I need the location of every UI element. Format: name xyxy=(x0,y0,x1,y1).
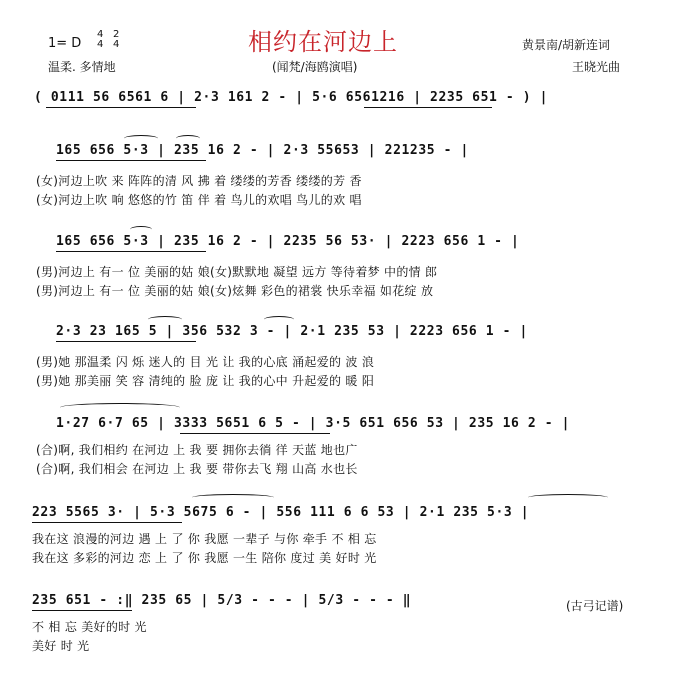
time-signature-1: 4 4 xyxy=(97,29,104,50)
lyric-line-1a: (女)河边上吹 来 阵阵的清 风 拂 着 缕缕的芳香 缕缕的芳 香 xyxy=(36,174,362,188)
lyric-line-5a: 我在这 浪漫的河边 遇 上 了 你 我愿 一辈子 与你 牵手 不 相 忘 xyxy=(32,532,377,546)
notation-row-3: 2·3 23 165 5 | 356 532 3 - | 2·1 235 53 | 2223 656 1 - | xyxy=(56,324,528,339)
beam xyxy=(32,522,182,523)
slur xyxy=(130,226,152,233)
lyric-line-3b: (男)她 那美丽 笑 容 清纯的 脸 庞 让 我的心中 升起爱的 暖 阳 xyxy=(36,374,375,388)
beam xyxy=(180,433,330,434)
slur xyxy=(528,494,608,501)
slur xyxy=(124,135,158,142)
singers: (闻梵/海鸥演唱) xyxy=(272,60,358,74)
lyricist: 黄景南/胡新连词 xyxy=(522,38,611,52)
transcriber-note: (古弓记谱) xyxy=(566,599,624,613)
slur xyxy=(148,316,182,323)
time-signature-2: 2 4 xyxy=(113,29,120,50)
slur xyxy=(60,403,180,412)
lyric-line-6b: 美好 时 光 xyxy=(32,639,90,653)
notation-row-6: 235 651 - :‖ 235 65 | 5/3 - - - | 5/3 - - - ‖ xyxy=(32,593,412,608)
lyric-line-4b: (合)啊, 我们相会 在河边 上 我 要 带你去飞 翔 山高 水也长 xyxy=(36,462,358,476)
lyric-line-6a: 不 相 忘 美好的时 光 xyxy=(32,620,147,634)
notation-row-2: 165 656 5·3 | 235 16 2 - | 2235 56 53· | 2223 656 1 - | xyxy=(56,234,520,249)
key-signature: 1= D xyxy=(48,36,82,51)
beam xyxy=(56,160,206,161)
beam xyxy=(46,107,196,108)
slur xyxy=(264,316,294,323)
beam xyxy=(56,341,196,342)
beam xyxy=(364,107,492,108)
slur xyxy=(176,135,200,142)
notation-row-5: 223 5565 3· | 5·3 5675 6 - | 556 111 6 6 53 | 2·1 235 5·3 | xyxy=(32,505,530,520)
lyric-line-2b: (男)河边上 有一 位 美丽的姑 娘(女)炫舞 彩色的裙裳 快乐幸福 如花绽 放 xyxy=(36,284,434,298)
lyric-line-3a: (男)她 那温柔 闪 烁 迷人的 目 光 让 我的心底 涌起爱的 波 浪 xyxy=(36,355,375,369)
lyric-line-1b: (女)河边上吹 响 悠悠的竹 笛 伴 着 鸟儿的欢唱 鸟儿的欢 唱 xyxy=(36,193,362,207)
slur xyxy=(192,494,274,501)
notation-row-4: 1·27 6·7 65 | 3333 5651 6 5 - | 3·5 651 656 53 | 235 16 2 - | xyxy=(56,416,571,431)
notation-row-intro: ( 0111 56 6561 6 | 2·3 161 2 - | 5·6 6561216 | 2235 651 - ) | xyxy=(34,90,549,105)
beam xyxy=(32,610,132,611)
lyric-line-4a: (合)啊, 我们相约 在河边 上 我 要 拥你去徜 徉 天蓝 地也广 xyxy=(36,443,358,457)
lyric-line-5b: 我在这 多彩的河边 恋 上 了 你 我愿 一生 陪你 度过 美 好时 光 xyxy=(32,551,377,565)
composer: 王晓光曲 xyxy=(572,60,621,74)
beam xyxy=(56,251,206,252)
tempo-mood: 温柔. 多情地 xyxy=(48,60,116,74)
lyric-line-2a: (男)河边上 有一 位 美丽的姑 娘(女)默默地 凝望 远方 等待着梦 中的情 郎 xyxy=(36,265,438,279)
notation-row-1: 165 656 5·3 | 235 16 2 - | 2·3 55653 | 221235 - | xyxy=(56,143,469,158)
page-title: 相约在河边上 xyxy=(248,28,398,56)
